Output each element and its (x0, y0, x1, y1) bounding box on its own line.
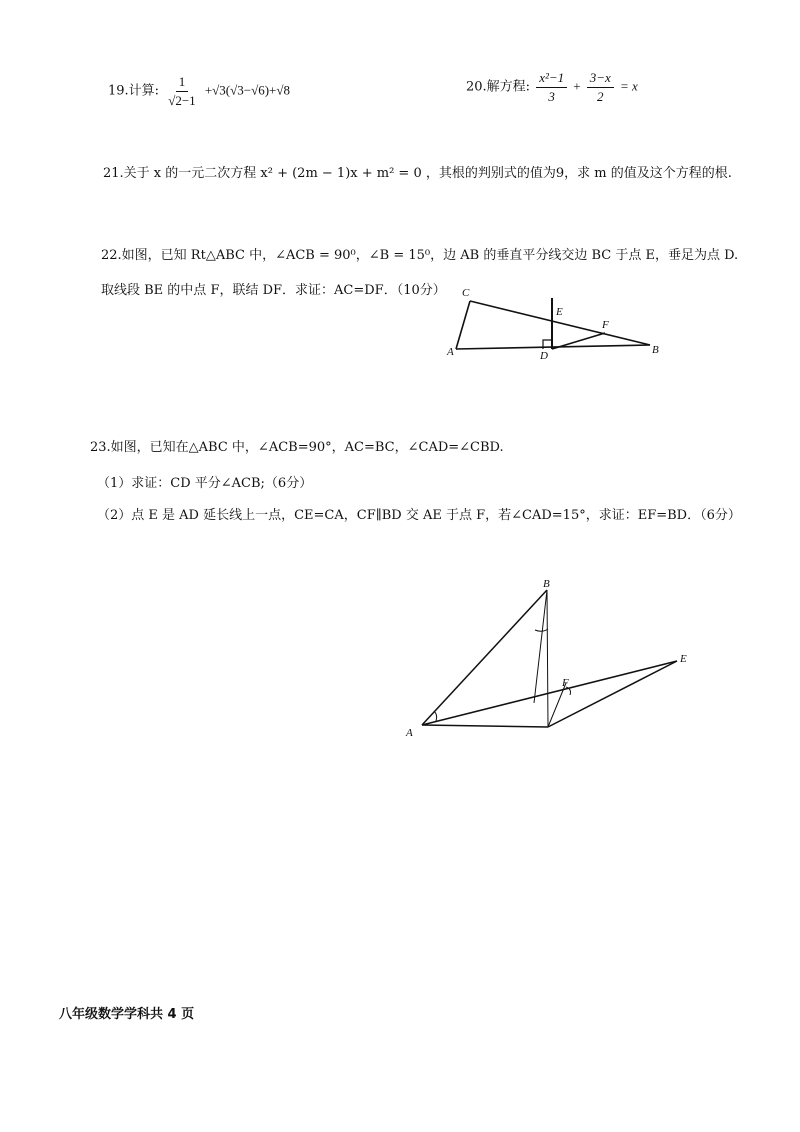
q20-frac1-numerator: x²−1 (536, 70, 567, 88)
q20-plus: + (573, 78, 581, 94)
q23-segment-ce (548, 661, 677, 727)
q23-label-f: F (562, 677, 569, 689)
q23-segment-bd (534, 590, 547, 703)
q22-label-c: C (462, 287, 470, 299)
q23-label-e: E (680, 653, 687, 665)
q23-line-ae (422, 661, 677, 725)
q23-angle-mark-b (535, 629, 548, 631)
q20-frac1-denominator: 3 (548, 88, 555, 104)
q20-rhs: = x (619, 78, 638, 94)
q19-frac-numerator: 1 (176, 74, 189, 92)
q22-label-b: B (652, 344, 659, 356)
q20-fraction-2 (587, 70, 614, 104)
question-23-part-1: （1）求证：CD 平分∠ACB;（6分） (97, 476, 313, 491)
q23-figure (400, 575, 700, 745)
question-21: 21.关于 x 的一元二次方程 x² + (2m − 1)x + m² = 0 ，其根的判别式的值为9，求 m 的值及这个方程的根. (103, 166, 732, 181)
q23-label-b: B (543, 578, 550, 590)
q22-figure (440, 283, 670, 363)
q22-label-e: E (556, 306, 563, 318)
q23-label-a: A (406, 727, 413, 739)
page-footer: 八年级数学学科共 4 页 (59, 1007, 195, 1022)
q19-fraction (165, 74, 198, 108)
q19-label: 19.计算: (108, 83, 160, 99)
q23-side-ac (422, 725, 548, 727)
q22-label-d: D (540, 350, 548, 362)
question-22-line-2: 取线段 BE 的中点 F，联结 DF．求证：AC=DF．（10分） (101, 283, 446, 298)
q23-side-ab (422, 590, 547, 725)
question-22-line-1: 22.如图，已知 Rt△ABC 中，∠ACB = 90⁰，∠B = 15⁰，边 AB 的垂直平分线交边 BC 于点 E，垂足为点 D. (101, 248, 739, 263)
question-23-part-2: （2）点 E 是 AD 延长线上一点，CE=CA，CF∥BD 交 AE 于点 F，若∠CAD=15°，求证：EF=BD．（6分） (97, 508, 741, 523)
q19-expression-rest: +√3(√3−√6)+√8 (204, 82, 291, 98)
question-19 (108, 74, 290, 108)
q22-label-a: A (447, 346, 454, 358)
q23-segment-cf (548, 683, 566, 727)
q22-label-f: F (602, 319, 609, 331)
question-20 (466, 70, 638, 104)
question-23-intro: 23.如图，已知在△ABC 中，∠ACB=90°，AC=BC，∠CAD=∠CBD. (90, 440, 504, 455)
q20-fraction-1 (536, 70, 567, 104)
q23-side-bc (547, 590, 548, 727)
q19-frac-denominator: √2−1 (168, 92, 196, 108)
q22-side-ac (456, 301, 470, 349)
q20-frac2-denominator: 2 (597, 88, 604, 104)
q20-label: 20.解方程: (466, 79, 531, 95)
q20-frac2-numerator: 3−x (587, 70, 614, 88)
